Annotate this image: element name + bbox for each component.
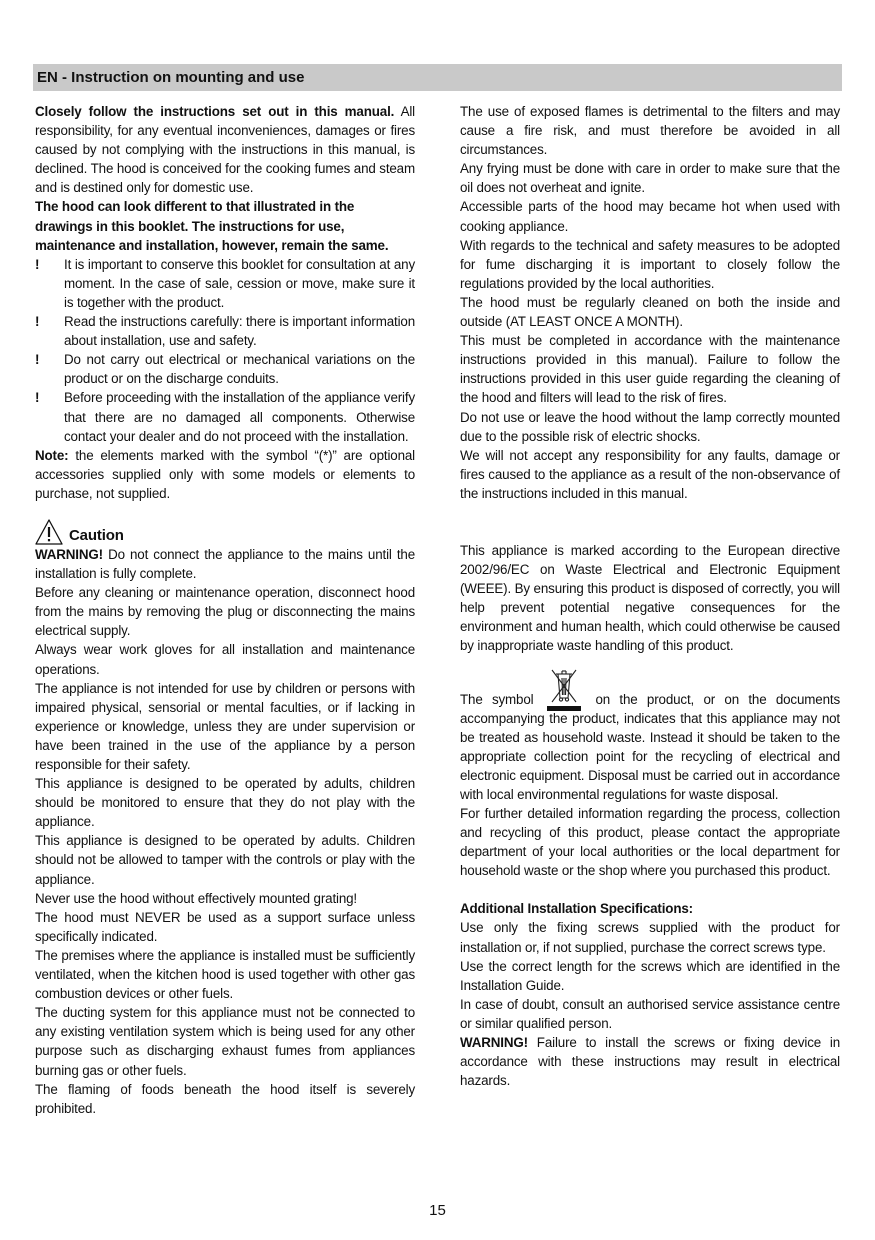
symbol-after-text: on the product, or on the documents accompanying the product, indicates that this appliance may not be treated as household waste. Instead it should be taken to the appropriate collection point for the recycling of electrical and electronic equipment. Disposal must be carried out in accordance with local environmental regulations for waste disposal.	[460, 691, 840, 802]
section-header: EN - Instruction on mounting and use	[33, 64, 842, 91]
warning-paragraph	[460, 1033, 840, 1090]
bullet-text: Read the instructions carefully: there is important information about installation, use and safety.	[64, 314, 415, 349]
crossed-bin-icon	[539, 668, 589, 712]
safety-paragraph: The use of exposed flames is detrimental to the filters and may cause a fire risk, and must therefore be avoided in all circumstances.	[460, 104, 840, 158]
bullet-mark: !	[35, 390, 40, 406]
safety-paragraph: The hood must NEVER be used as a support surface unless specifically indicated.	[35, 909, 415, 944]
warning-paragraph	[35, 545, 415, 583]
note-label: Note:	[35, 447, 69, 463]
weee-intro-paragraph: This appliance is marked according to the European directive 2002/96/EC on Waste Electrical and Electronic Equipment (WEEE). By ensuring this product is disposed of correctly, you will help prevent potential negative consequences for the environment and human health, which could otherwise be caused by inappropriate waste handling of this product.	[460, 542, 840, 654]
caution-heading	[35, 513, 415, 545]
safety-paragraph: The appliance is not intended for use by children or persons with impaired physical, sensorial or mental faculties, or if lacking in experience or knowledge, unless they are under supervision or have been trained in the use of the appliance by a person responsible for their safety.	[35, 680, 415, 772]
note-paragraph	[35, 446, 415, 503]
bullet-text: It is important to conserve this booklet for consultation at any moment. In the case of sale, cession or move, make sure it is together with the product.	[64, 256, 415, 310]
warning-label: WARNING!	[35, 546, 103, 562]
bullet-mark: !	[35, 352, 40, 368]
warning-triangle-icon	[35, 519, 63, 545]
safety-paragraph: Accessible parts of the hood may became hot when used with cooking appliance.	[460, 199, 840, 234]
bullet-item	[35, 255, 415, 312]
left-column	[35, 102, 415, 1118]
look-different-notice: The hood can look different to that illustrated in the drawings in this booklet. The instructions for use, maintenance and installation, however, remain the same.	[35, 199, 389, 253]
specs-paragraph: Use the correct length for the screws which are identified in the Installation Guide.	[460, 958, 840, 993]
bullet-text: Before proceeding with the installation of the appliance verify that there are no damaged all components. Otherwise contact your dealer and do not proceed with the installation.	[64, 390, 415, 444]
safety-paragraph: Before any cleaning or maintenance operation, disconnect hood from the mains by removing the plug or disconnecting the mains electrical supply.	[35, 585, 415, 639]
safety-paragraph: Do not use or leave the hood without the lamp correctly mounted due to the possible risk of electric shocks.	[460, 409, 840, 444]
intro-bold-text: Closely follow the instructions set out in this manual.	[35, 104, 395, 119]
bullet-mark: !	[35, 256, 40, 272]
specs-paragraph: Use only the fixing screws supplied with the product for installation or, if not supplied, purchase the correct screws type.	[460, 920, 840, 955]
specs-paragraph: In case of doubt, consult an authorised service assistance centre or similar qualified person.	[460, 996, 840, 1031]
weee-symbol-paragraph	[460, 664, 840, 804]
bullet-item	[35, 388, 415, 445]
safety-paragraph: The premises where the appliance is installed must be sufficiently ventilated, when the kitchen hood is used together with other gas combustion devices or other fuels.	[35, 947, 415, 1002]
right-column	[460, 102, 840, 1090]
safety-paragraph: We will not accept any responsibility for any faults, damage or fires caused to the appliance as a result of the non-observance of the instructions included in this manual.	[460, 447, 840, 501]
bullet-item	[35, 350, 415, 388]
safety-paragraph: The hood must be regularly cleaned on both the inside and outside (AT LEAST ONCE A MONTH).	[460, 294, 840, 330]
caution-title: Caution	[69, 526, 124, 544]
safety-paragraph: The flaming of foods beneath the hood itself is severely prohibited.	[35, 1081, 415, 1116]
page-number: 15	[429, 1202, 446, 1219]
safety-paragraph: Never use the hood without effectively mounted grating!	[35, 890, 358, 906]
safety-paragraph: With regards to the technical and safety measures to be adopted for fume discharging it is important to closely follow the regulations provided by the local authorities.	[460, 237, 840, 291]
further-info-paragraph: For further detailed information regarding the process, collection and recycling of this product, please contact the appropriate department of your local authorities or the local department for household waste or the shop where you purchased this product.	[460, 806, 840, 879]
safety-paragraph: Any frying must be done with care in order to make sure that the oil does not overheat and ignite.	[460, 161, 840, 196]
bullet-item	[35, 312, 415, 350]
bullet-text: Do not carry out electrical or mechanical variations on the product or on the discharge conduits.	[64, 352, 415, 387]
additional-specs-title: Additional Installation Specifications:	[460, 901, 693, 917]
spacer	[460, 503, 840, 541]
symbol-before-text: The symbol	[460, 691, 534, 707]
safety-paragraph: This appliance is designed to be operated by adults, children should be monitored to ensure that they do not play with the appliance.	[35, 776, 415, 830]
safety-paragraph: This must be completed in accordance with the maintenance instructions provided in this manual). Failure to follow the instructions provided in this user guide regarding the cleaning of the hood and filters will lead to the risk of fires.	[460, 333, 840, 406]
warning-text: Do not connect the appliance to the mains until the installation is fully complete.	[35, 546, 415, 582]
safety-paragraph: This appliance is designed to be operated by adults. Children should not be allowed to tamper with the controls or play with the appliance.	[35, 833, 415, 887]
safety-paragraph: The ducting system for this appliance must not be connected to any existing ventilation system which is being used for any other purpose such as discharging exhaust fumes from appliances burning gas or other fuels.	[35, 1005, 415, 1078]
note-text: the elements marked with the symbol “(*)” are optional accessories supplied only with some models or elements to purchase, not supplied.	[35, 447, 415, 501]
intro-text: All responsibility, for any eventual inconveniences, damages or fires caused by not complying with the instructions in this manual, is declined. The hood is conceived for the cooking fumes and steam and is destined only for domestic use.	[35, 104, 416, 196]
safety-paragraph: Always wear work gloves for all installation and maintenance operations.	[35, 642, 415, 677]
warning-label: WARNING!	[460, 1035, 528, 1051]
intro-paragraph	[35, 102, 415, 197]
warning-text: Failure to install the screws or fixing device in accordance with these instructions may result in electrical hazards.	[460, 1035, 840, 1089]
spacer	[460, 880, 840, 899]
bullet-mark: !	[35, 314, 40, 330]
